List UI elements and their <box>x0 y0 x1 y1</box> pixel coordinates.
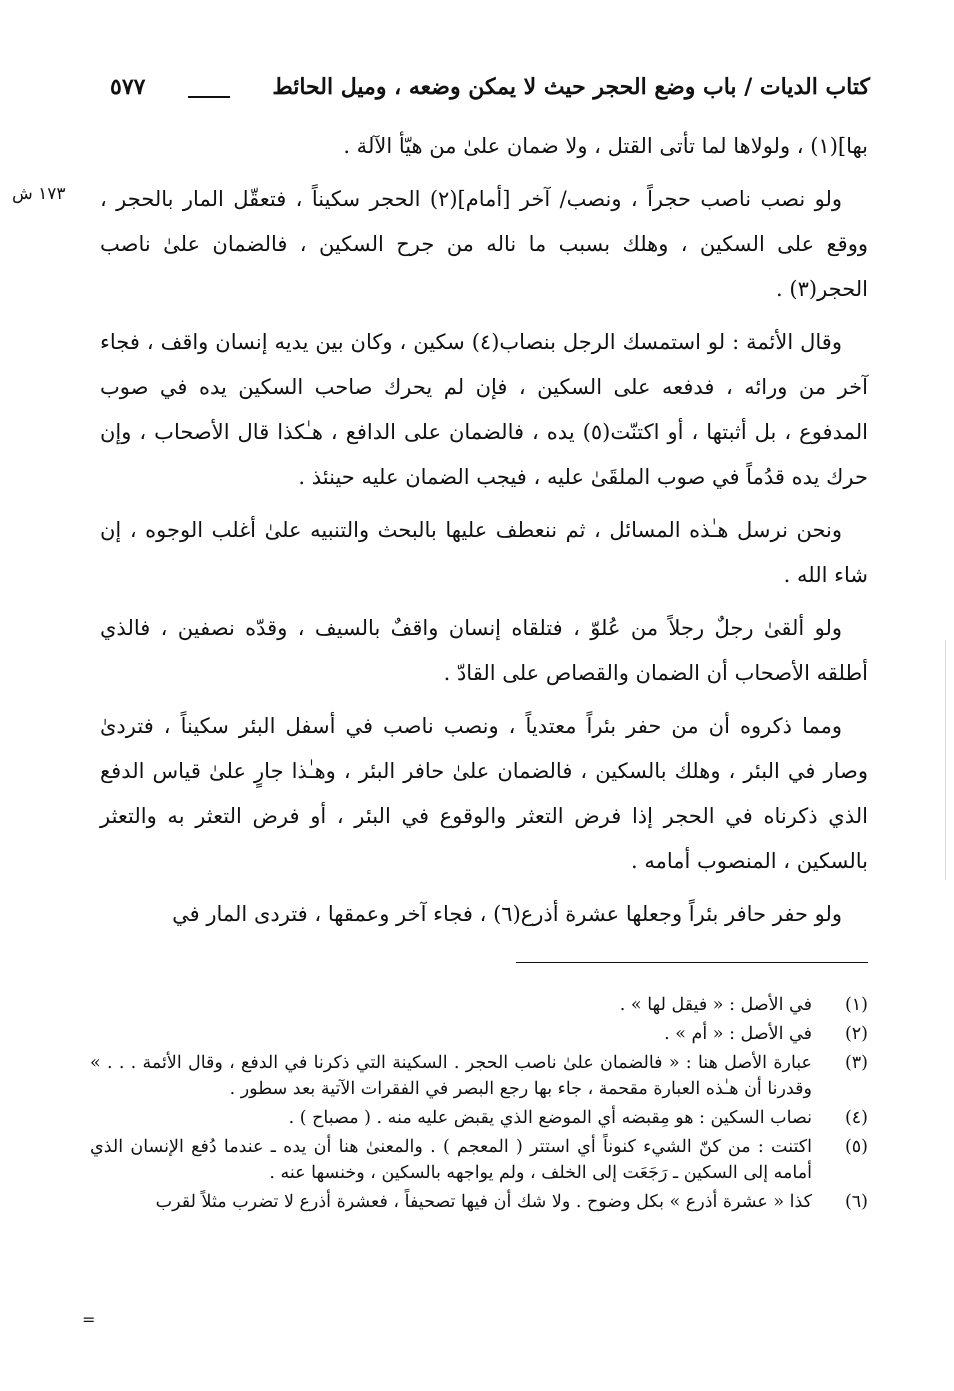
footnote <box>90 1105 868 1131</box>
footnote-number: (٣) <box>844 1053 868 1073</box>
footnote-number: (٤) <box>844 1108 868 1128</box>
paragraph: بها](١) ، ولولاها لما تأتى القتل ، ولا ضمان علىٰ من هيّأ الآلة . <box>343 134 868 158</box>
paragraph: ولو حفر حافر بئراً وجعلها عشرة أذرع(٦) ، فجاء آخر وعمقها ، فتردى المار في <box>172 902 842 926</box>
footnote-text: اكتنت : من كنّ الشيء كنوناً أي استتر ( المعجم ) . والمعنىٰ هنا أن يده ـ عندما دُفع الإنسان الذي أمامه إلى السكين ـ رَجَعَت إلى الخلف ، ولم يواجهه بالسكين ، وخنسها عنه . <box>90 1137 812 1183</box>
footnote-text: في الأصل : « فيقل لها » . <box>619 995 812 1015</box>
footnote-text: نصاب السكين : هو مِقبضه أي الموضع الذي يقبض عليه منه . ( مصباح ) . <box>288 1108 812 1128</box>
running-header <box>100 70 870 114</box>
paragraph: ونحن نرسل هـٰذه المسائل ، ثم ننعطف عليها بالبحث والتنبيه علىٰ أغلب الوجوه ، إن شاء الله . <box>100 518 868 587</box>
footnote <box>90 1050 868 1102</box>
header-title: كتاب الديات / باب وضع الحجر حيث لا يمكن وضعه ، وميل الحائط <box>272 74 870 100</box>
footnote <box>90 1021 868 1047</box>
footnote-number: (٥) <box>844 1137 868 1157</box>
continuation-mark: = <box>82 1310 96 1329</box>
footnote <box>90 992 868 1018</box>
footnote <box>90 1134 868 1186</box>
footnote-text: كذا « عشرة أذرع » بكل وضوح . ولا شك أن فيها تصحيفاً ، فعشرة أذرع لا تضرب مثلاً لقرب <box>155 1192 812 1212</box>
main-text <box>100 124 868 945</box>
paragraph: وقال الأئمة : لو استمسك الرجل بنصاب(٤) سكين ، وكان بين يديه إنسان واقف ، فجاء آخر من ورائه ، فدفعه على السكين ، فإن لم يحرك صاحب السكين يده في صوب المدفوع ، بل أثبتها ، أو اكتنّت(٥) يده ، فالضمان على الدافع ، هـٰكذا قال الأصحاب ، وإن حرك يده قدُماً في صوب الملقَىٰ عليه ، فيجب الضمان عليه حينئذ . <box>100 330 868 489</box>
page-number: ٥٧٧ <box>110 74 146 100</box>
footnote-text: في الأصل : « أم » . <box>664 1024 812 1044</box>
scan-edge-line <box>945 640 946 880</box>
footnote <box>90 1189 868 1215</box>
footnote-number: (١) <box>844 995 868 1015</box>
header-dash <box>188 96 230 98</box>
paragraph: ولو نصب ناصب حجراً ، ونصب/ آخر [أمام](٢) الحجر سكيناً ، فتعقّل المار بالحجر ، ووقع على السكين ، وهلك بسبب ما ناله من جرح السكين ، فالضمان علىٰ ناصب الحجر(٣) . <box>100 187 868 301</box>
paragraph: ولو ألقىٰ رجلٌ رجلاً من عُلوّ ، فتلقاه إنسان واقفٌ بالسيف ، وقدّه نصفين ، فالذي أطلقه الأصحاب أن الضمان والقصاص على القادّ . <box>100 616 868 685</box>
footnote-text: عبارة الأصل هنا : « فالضمان علىٰ ناصب الحجر . السكينة التي ذكرنا في الدفع ، وقال الأئمة . . . » وقدرنا أن هـٰذه العبارة مقحمة ، جاء بها رجع البصر في الفقرات الآتية بعد سطور . <box>90 1053 812 1099</box>
paragraph: ومما ذكروه أن من حفر بئراً معتدياً ، ونصب ناصب في أسفل البئر سكيناً ، فتردىٰ وصار في البئر ، وهلك بالسكين ، فالضمان علىٰ حافر البئر ، وهـٰذا جارٍ علىٰ قياس الدفع الذي ذكرناه في الحجر إذا فرض التعثر والوقوع في البئر ، أو فرض التعثر به والتعثر بالسكين ، المنصوب أمامه . <box>100 714 868 873</box>
margin-note: ١٧٣ ش <box>12 184 66 204</box>
footnote-number: (٢) <box>844 1024 868 1044</box>
footnotes <box>90 992 868 1218</box>
footnote-separator <box>516 962 868 963</box>
footnote-number: (٦) <box>844 1192 868 1212</box>
